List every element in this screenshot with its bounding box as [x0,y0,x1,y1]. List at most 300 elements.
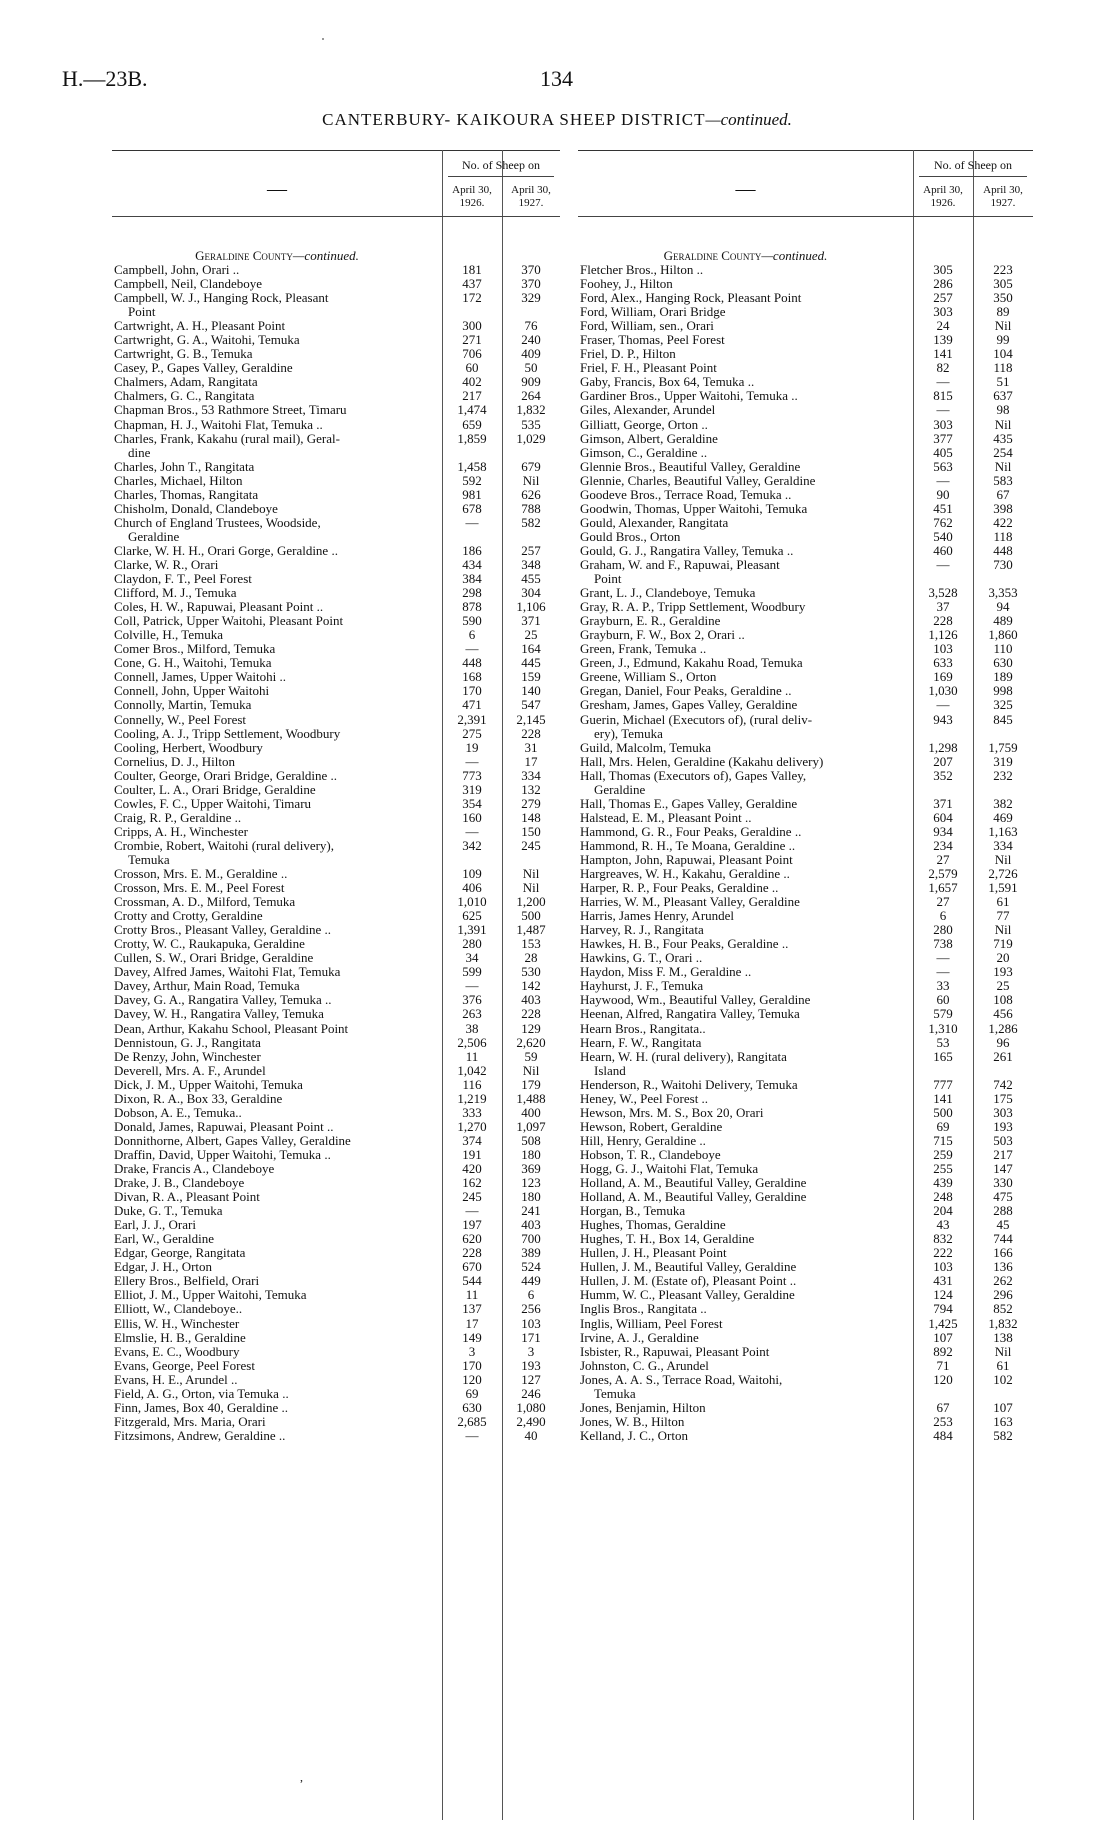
owner-name-line: Craig, R. P., Geraldine .. [114,810,242,825]
sheep-1926: 263 [462,1006,482,1022]
sheep-1926: 544 [462,1273,482,1289]
table-row [578,361,1033,375]
sheep-1927: 455 [521,571,541,587]
owner-name-line: Green, J., Edmund, Kakahu Road, Temuka [580,656,803,671]
sheep-1927: 475 [993,1189,1013,1205]
owner-name [112,277,440,291]
sheep-1927: 409 [521,346,541,362]
owner-name [112,544,440,558]
sheep-1927: 6 [527,1287,535,1303]
sheep-1927: 28 [524,950,538,966]
sheep-1926: 2,506 [457,1034,487,1050]
owner-name [578,1415,911,1429]
owner-name-line: Gimson, C., Geraldine .. [580,445,708,460]
table-row [112,1204,560,1218]
sheep-1926: 207 [933,753,953,769]
table-row [578,839,1033,853]
owner-name-line: Friel, D. P., Hilton [580,347,676,362]
owner-name-line: Davey, Alfred James, Waitohi Flat, Temuka [114,965,341,980]
table-row [112,923,560,937]
table-row [578,600,1033,614]
sheep-1927: 719 [993,936,1013,952]
sheep-1927: 469 [993,809,1013,825]
owner-name [578,1317,911,1331]
owner-name [112,937,440,951]
table-row [578,993,1033,1007]
owner-name [578,1429,911,1443]
owner-name [112,1415,440,1429]
sheep-1926: 53 [936,1034,950,1050]
owner-name-line: Giles, Alexander, Arundel [580,403,716,418]
owner-name-line: Connell, John, Upper Waitohi [114,684,270,699]
sheep-1927: 1,832 [516,402,546,418]
owner-name [578,741,911,755]
owner-name-line: Chalmers, Adam, Rangitata [114,375,258,390]
owner-name-line: Hall, Thomas (Executors of), Gapes Valley, [580,768,807,783]
sheep-1927: 403 [521,992,541,1008]
sheep-1926: 706 [462,346,482,362]
sheep-1927: 449 [521,1273,541,1289]
header-sheep-count: No. of Sheep on [934,158,1012,172]
owner-name-line: Charles, Michael, Hilton [114,473,243,488]
owner-name [578,1331,911,1345]
owner-name-line: Edgar, George, Rangitata [114,1246,246,1261]
owner-name-line: Gilliatt, George, Orton .. [580,417,708,432]
sheep-1926: 319 [462,781,482,797]
table-rows [578,263,1033,1443]
sheep-1927: 138 [993,1329,1013,1345]
sheep-1927: 40 [524,1427,538,1443]
owner-name-line: Cowles, F. C., Upper Waitohi, Timaru [114,796,312,811]
table-row [112,1050,560,1064]
owner-name [578,684,911,698]
sheep-1927: 171 [521,1329,541,1345]
table-row [578,1148,1033,1162]
owner-name [112,684,440,698]
table-row [578,488,1033,502]
owner-name [112,895,440,909]
sheep-1927: 232 [993,767,1013,783]
sheep-1927: 153 [521,936,541,952]
owner-name [578,895,911,909]
owner-name [112,291,440,319]
owner-name [578,1007,911,1021]
table-row [578,825,1033,839]
sheep-1926: 1,126 [928,627,958,643]
section-suffix: —continued. [292,248,359,263]
owner-name [112,361,440,375]
sheep-1926: 107 [933,1329,953,1345]
table-row [112,544,560,558]
sheep-1926: 563 [933,458,953,474]
page-number: 134 [540,66,573,91]
table-row [112,1092,560,1106]
table-row [112,1218,560,1232]
table-row [112,1359,560,1373]
owner-name-line: Coll, Patrick, Upper Waitohi, Pleasant Point [114,614,344,629]
owner-name [578,839,911,853]
table-row [578,614,1033,628]
table-row [578,909,1033,923]
table-row [578,1415,1033,1429]
sheep-1926: 60 [936,992,950,1008]
owner-name-line: Clarke, W. H. H., Orari Gorge, Geraldine .. [114,543,338,558]
table-row [112,1246,560,1260]
owner-name [578,347,911,361]
table-row [578,586,1033,600]
table-row [112,1415,560,1429]
sheep-1927: 241 [521,1203,541,1219]
owner-name-line: Hammond, G. R., Four Peaks, Geraldine .. [580,824,802,839]
sheep-1927: 129 [521,1020,541,1036]
table-row [112,614,560,628]
sheep-1927: 228 [521,725,541,741]
owner-name [578,1162,911,1176]
table-header [578,150,1033,220]
owner-name-line: Dobson, A. E., Temuka.. [114,1105,242,1120]
sheep-1926: 448 [462,655,482,671]
sheep-1926: 878 [462,599,482,615]
section-heading [112,248,442,264]
sheep-1927: 403 [521,1217,541,1233]
table-row [578,403,1033,417]
sheep-1927: 25 [996,978,1010,994]
owner-name-line: Graham, W. and F., Rapuwai, Pleasant [580,557,780,572]
owner-name [112,1317,440,1331]
sheep-1927: 744 [993,1231,1013,1247]
table-row [112,895,560,909]
owner-name [578,1232,911,1246]
sheep-1926: 298 [462,585,482,601]
owner-name-line: Harris, James Henry, Arundel [580,909,735,924]
sheep-1927: 679 [521,458,541,474]
owner-name [112,460,440,474]
sheep-1926: 19 [465,739,479,755]
owner-name [112,1007,440,1021]
sheep-1926: 109 [462,866,482,882]
table-row [578,769,1033,797]
table-row [112,361,560,375]
sheep-1926: 34 [465,950,479,966]
sheep-1927: 61 [996,894,1010,910]
sheep-1926: 170 [462,1357,482,1373]
owner-name-line: Coulter, George, Orari Bridge, Geraldine .. [114,768,338,783]
sheep-1927: 369 [521,1161,541,1176]
owner-name [578,769,911,797]
sheep-1927: 288 [993,1203,1013,1219]
owner-name [112,1260,440,1274]
owner-name [578,1359,911,1373]
sheep-1927: 626 [521,486,541,502]
sheep-1927: 180 [521,1146,541,1162]
owner-name [578,586,911,600]
table-row [112,1162,560,1176]
table-row [112,375,560,389]
sheep-1926: 11 [465,1048,479,1064]
owner-name-line: Hobson, T. R., Clandeboye [580,1147,721,1162]
sheep-1927: 305 [993,276,1013,292]
table-row [578,1274,1033,1288]
table-row [578,628,1033,642]
sheep-1927: 2,490 [516,1413,546,1429]
owner-name-line: Cartwright, G. B., Temuka [114,347,253,362]
owner-name [578,333,911,347]
header-date-1927: April 30, 1927. [983,184,1023,209]
owner-name [578,937,911,951]
owner-name-continuation: Geraldine [128,528,180,544]
sheep-1926: 141 [933,346,953,362]
owner-name-continuation: Temuka [128,851,170,867]
sheep-1926: — [465,1203,479,1219]
owner-name-line: Hullen, J. M., Beautiful Valley, Geraldine [580,1260,797,1275]
sheep-1927: 1,163 [988,823,1018,839]
table-row [112,755,560,769]
owner-name-line: Crombie, Robert, Waitohi (rural delivery), [114,838,335,853]
sheep-1927: 61 [996,1357,1010,1373]
sheep-1927: 110 [993,641,1013,657]
owner-name-line: Hughes, T. H., Box 14, Geraldine [580,1232,755,1247]
owner-name [578,825,911,839]
sheep-1926: 303 [933,304,953,320]
sheep-1926: 670 [462,1259,482,1275]
table-row [578,333,1033,347]
table-row [112,516,560,544]
owner-name [112,713,440,727]
sheep-1927: 329 [521,290,541,306]
owner-name-line: Hewson, Mrs. M. S., Box 20, Orari [580,1105,764,1120]
owner-name [578,642,911,656]
sheep-1927: 998 [993,683,1013,699]
table-row [578,389,1033,403]
sheep-1926: — [936,697,950,713]
sheep-1927: 102 [993,1371,1013,1387]
owner-name-line: Inglis Bros., Rangitata .. [580,1302,707,1317]
sheep-1926: 6 [468,627,476,643]
table-row [112,811,560,825]
table-row [112,783,560,797]
sheep-1927: 223 [993,262,1013,277]
table-row [578,375,1033,389]
sheep-1926: 620 [462,1231,482,1247]
section-suffix: —continued. [761,248,828,263]
report-code: H.—23B. [62,66,148,91]
owner-name [112,586,440,600]
owner-name-line: Holland, A. M., Beautiful Valley, Geraldine [580,1190,807,1205]
owner-name-line: Glennie, Charles, Beautiful Valley, Geraldine [580,473,816,488]
sheep-1926: 37 [936,599,950,615]
owner-name [578,1246,911,1260]
owner-name [112,1218,440,1232]
table-row [578,544,1033,558]
sheep-1926: 38 [465,1020,479,1036]
sheep-1926: 124 [933,1287,953,1303]
table-row [112,839,560,867]
table-row [112,474,560,488]
owner-name [112,670,440,684]
owner-name-line: Harper, R. P., Four Peaks, Geraldine .. [580,881,779,896]
owner-name [578,277,911,291]
table-row [578,291,1033,305]
table-row [578,1317,1033,1331]
owner-name-line: Connolly, Martin, Temuka [114,698,252,713]
owner-name-line: Crossman, A. D., Milford, Temuka [114,895,296,910]
sheep-1927: 398 [993,500,1013,516]
sheep-1927: 217 [993,1146,1013,1162]
owner-name-line: Jones, A. A. S., Terrace Road, Waitohi, [580,1372,783,1387]
stray-mark: , [300,1770,303,1784]
sheep-1926: 43 [936,1217,950,1233]
sheep-1927: 264 [521,388,541,404]
sheep-1926: 305 [933,262,953,277]
owner-name-line: Heenan, Alfred, Rangatira Valley, Temuka [580,1007,800,1022]
owner-name-line: Earl, J. J., Orari [114,1218,196,1233]
sheep-1926: 777 [933,1076,953,1092]
sheep-1926: 17 [465,1315,479,1331]
sheep-1927: 422 [993,514,1013,530]
sheep-1927: 142 [521,978,541,994]
owner-name-line: Holland, A. M., Beautiful Valley, Geraldine [580,1176,807,1191]
owner-name [578,853,911,867]
sheep-1927: 148 [521,809,541,825]
owner-name [112,1288,440,1302]
owner-name [112,698,440,712]
owner-name [112,432,440,460]
sheep-1926: 162 [462,1175,482,1191]
sheep-1926: 371 [933,795,953,811]
table-row [578,1176,1033,1190]
owner-name [112,1064,440,1078]
table-row [112,979,560,993]
sheep-1927: 1,832 [988,1315,1018,1331]
sheep-1926: 738 [933,936,953,952]
sheep-1927: 1,097 [516,1118,546,1134]
sheep-1927: 136 [993,1259,1013,1275]
table-row [112,502,560,516]
owner-name [112,1429,440,1443]
sheep-1926: 579 [933,1006,953,1022]
sheep-1926: — [465,514,479,530]
sheep-1926: 253 [933,1413,953,1429]
owner-name [578,460,911,474]
table-row [578,1162,1033,1176]
sheep-1926: — [936,950,950,966]
sheep-1927: 730 [993,556,1013,572]
table-row [578,1022,1033,1036]
sheep-1926: 139 [933,332,953,348]
owner-name-line: Cooling, A. J., Tripp Settlement, Woodbury [114,726,341,741]
owner-name [112,474,440,488]
sheep-1927: 17 [524,753,538,769]
sheep-1927: 370 [521,262,541,277]
sheep-1926: 633 [933,655,953,671]
owner-name-line: Coles, H. W., Rapuwai, Pleasant Point .. [114,600,324,615]
owner-name-line: Colville, H., Temuka [114,628,223,643]
owner-name-line: Ellis, W. H., Winchester [114,1316,240,1331]
owner-name-continuation: ery), Temuka [594,725,663,741]
table-row [112,670,560,684]
sheep-1927: 193 [993,1118,1013,1134]
sheep-1927: 1,080 [516,1399,546,1415]
owner-name-line: Fraser, Thomas, Peel Forest [580,333,725,348]
sheep-1926: 286 [933,276,953,292]
sheep-1926: 67 [936,1399,950,1415]
sheep-1926: 604 [933,809,953,825]
owner-name [112,333,440,347]
owner-name [112,1274,440,1288]
owner-name [112,516,440,544]
table-row [578,1345,1033,1359]
owner-name [578,305,911,319]
owner-name-line: Fletcher Bros., Hilton .. [580,263,704,277]
table-row [578,811,1033,825]
owner-name [112,1036,440,1050]
sheep-1926: 625 [462,908,482,924]
sheep-1926: 794 [933,1301,953,1317]
sheep-1926: 2,391 [457,711,487,727]
owner-name-line: De Renzy, John, Winchester [114,1049,261,1064]
sheep-1926: — [465,823,479,839]
table-row [112,418,560,432]
owner-name-line: Henderson, R., Waitohi Delivery, Temuka [580,1077,798,1092]
owner-name [112,923,440,937]
owner-name-line: Gresham, James, Gapes Valley, Geraldine [580,698,798,713]
sheep-1926: 6 [939,908,947,924]
table-row [578,923,1033,937]
owner-name-line: Connelly, W., Peel Forest [114,712,247,727]
owner-name [112,909,440,923]
owner-name-line: Cripps, A. H., Winchester [114,824,248,839]
table-row [578,1007,1033,1021]
sheep-1927: 304 [521,585,541,601]
table-row [112,460,560,474]
owner-name-line: Cullen, S. W., Orari Bridge, Geraldine [114,951,314,966]
owner-name-continuation: Island [594,1062,626,1078]
owner-name-line: Field, A. G., Orton, via Temuka .. [114,1386,289,1401]
sheep-1926: — [936,556,950,572]
owner-name [578,1274,911,1288]
owner-name [578,713,911,741]
owner-name [578,1106,911,1120]
sheep-1926: 33 [936,978,950,994]
sheep-1926: 69 [465,1385,479,1401]
sheep-1926: — [465,978,479,994]
owner-name [578,1401,911,1415]
owner-name-line: Clifford, M. J., Temuka [114,586,237,601]
table-row [578,1036,1033,1050]
table-row [578,684,1033,698]
owner-name-line: Gimson, Albert, Geraldine [580,431,718,446]
owner-name [112,797,440,811]
owner-name-line: Casey, P., Gapes Valley, Geraldine [114,361,293,376]
table-row [578,347,1033,361]
sheep-1926: 1,657 [928,880,958,896]
owner-name [578,389,911,403]
table-row [112,1064,560,1078]
sheep-1927: 303 [993,1104,1013,1120]
sheep-1927: 637 [993,388,1013,404]
owner-name [112,741,440,755]
owner-name [112,825,440,839]
owner-name [578,881,911,895]
table-row [112,1274,560,1288]
owner-name-line: Greene, William S., Orton [580,670,717,685]
sheep-1926: 460 [933,542,953,558]
table-row [578,1246,1033,1260]
table-row [112,1260,560,1274]
owner-name [578,1176,911,1190]
table-row [112,403,560,417]
table-row [112,1007,560,1021]
